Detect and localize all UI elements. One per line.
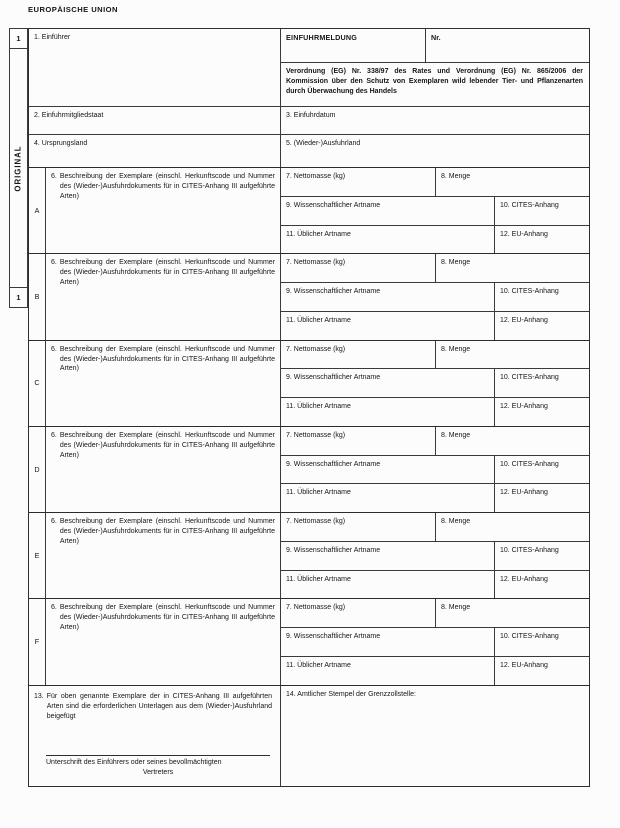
field6-text: Beschreibung der Exemplare (einschl. Herkunftscode und Nummer des (Wieder-)Ausfuhrdokuments für in CITES-Anhang III aufgeführte Arten) bbox=[59, 173, 275, 200]
field-importer: 1. Einführer bbox=[29, 29, 281, 106]
block-letter: A bbox=[29, 168, 46, 253]
field-common-name: 11. Üblicher Artname bbox=[281, 226, 495, 254]
footer-row bbox=[29, 685, 589, 786]
original-cell bbox=[10, 49, 27, 287]
field-net-mass: 7. Nettomasse (kg) bbox=[281, 341, 436, 369]
field-description bbox=[46, 168, 281, 253]
field-scientific-name: 9. Wissenschaftlicher Artname bbox=[281, 283, 495, 311]
block-right-panel bbox=[281, 168, 589, 253]
field6-text: Beschreibung der Exemplare (einschl. Herkunftscode und Nummer des (Wieder-)Ausfuhrdokuments für in CITES-Anhang III aufgeführte Arten) bbox=[59, 259, 275, 287]
block-right-panel bbox=[281, 341, 589, 426]
field-eu-annex: 12. EU-Anhang bbox=[500, 403, 548, 411]
field-common-name: 11. Üblicher Artname bbox=[281, 398, 495, 426]
field6-text: Beschreibung der Exemplare (einschl. Herkunftscode und Nummer des (Wieder-)Ausfuhrdokuments für in CITES-Anhang III aufgeführte Arten) bbox=[59, 431, 275, 459]
field-scientific-name: 9. Wissenschaftlicher Artname bbox=[281, 628, 495, 656]
copy-number-box-bottom: 1 bbox=[10, 287, 27, 307]
field-scientific-name: 9. Wissenschaftlicher Artname bbox=[281, 197, 495, 225]
field-eu-annex: 12. EU-Anhang bbox=[500, 662, 548, 670]
field-scientific-name: 9. Wissenschaftlicher Artname bbox=[281, 542, 495, 570]
field-quantity: 8. Menge bbox=[441, 259, 471, 267]
field-cites-annex: 10. CITES-Anhang bbox=[500, 633, 559, 641]
signature-caption bbox=[46, 758, 270, 787]
field-import-date: 3. Einfuhrdatum bbox=[286, 112, 336, 119]
field-net-mass: 7. Nettomasse (kg) bbox=[281, 427, 436, 455]
block-right-panel bbox=[281, 427, 589, 512]
field6-number: 6. bbox=[51, 604, 57, 612]
field-cites-annex: 10. CITES-Anhang bbox=[500, 201, 559, 209]
block-letter: B bbox=[29, 254, 46, 339]
block-letter: F bbox=[29, 599, 46, 684]
field-net-mass: 7. Nettomasse (kg) bbox=[281, 599, 436, 627]
field-common-name: 11. Üblicher Artname bbox=[281, 312, 495, 340]
signature-line bbox=[46, 755, 270, 756]
signature-caption-line2: Vertreters bbox=[142, 768, 174, 776]
field-eu-annex: 12. EU-Anhang bbox=[500, 316, 548, 324]
field6-number: 6. bbox=[51, 173, 57, 180]
field-eu-annex: 12. EU-Anhang bbox=[500, 230, 548, 238]
field-cites-annex: 10. CITES-Anhang bbox=[500, 374, 559, 382]
form-title: EINFUHRMELDUNG bbox=[281, 29, 426, 62]
field-reexport-country: 5. (Wieder-)Ausfuhrland bbox=[286, 140, 361, 147]
field-net-mass: 7. Nettomasse (kg) bbox=[281, 168, 436, 196]
field-description bbox=[46, 427, 281, 512]
regulation-cell bbox=[281, 63, 589, 106]
field-scientific-name: 9. Wissenschaftlicher Artname bbox=[281, 369, 495, 397]
page-title: EUROPÄISCHE UNION bbox=[28, 5, 118, 14]
field-quantity: 8. Menge bbox=[441, 345, 471, 353]
field13-text: Für oben genannte Exemplare der in CITES-Anhang III aufgeführten Arten sind die erforderlichen Unterlagen aus dem (Wieder-)Ausfuhrland beigefügt bbox=[46, 692, 272, 721]
field6-number: 6. bbox=[51, 259, 57, 267]
original-label: ORIGINAL bbox=[14, 144, 23, 192]
species-block bbox=[29, 167, 589, 253]
title-row bbox=[281, 29, 589, 63]
field-cites-annex: 10. CITES-Anhang bbox=[500, 546, 559, 554]
block-right-panel bbox=[281, 513, 589, 598]
field-import-member-state: 2. Einfuhrmitgliedstaat bbox=[29, 107, 281, 134]
field-cites-annex: 10. CITES-Anhang bbox=[500, 288, 559, 296]
species-block bbox=[29, 598, 589, 684]
field-eu-annex: 12. EU-Anhang bbox=[500, 575, 548, 583]
header-row bbox=[29, 29, 589, 106]
species-block bbox=[29, 512, 589, 598]
species-block bbox=[29, 426, 589, 512]
field6-number: 6. bbox=[51, 431, 57, 439]
field6-text: Beschreibung der Exemplare (einschl. Herkunftscode und Nummer des (Wieder-)Ausfuhrdokuments für in CITES-Anhang III aufgeführte Arten) bbox=[59, 518, 275, 546]
field-common-name: 11. Üblicher Artname bbox=[281, 657, 495, 685]
field-description bbox=[46, 599, 281, 684]
field-description bbox=[46, 341, 281, 426]
copy-number-box-top: 1 bbox=[10, 29, 27, 49]
field-customs-stamp: 14. Amtlicher Stempel der Grenzzollstelle: bbox=[286, 690, 416, 698]
field13-number: 13. bbox=[34, 692, 44, 700]
field-quantity: 8. Menge bbox=[441, 431, 471, 439]
field-eu-annex: 12. EU-Anhang bbox=[500, 489, 548, 497]
row-origin-country bbox=[29, 134, 589, 167]
row-member-state bbox=[29, 106, 589, 134]
field6-text: Beschreibung der Exemplare (einschl. Herkunftscode und Nummer des (Wieder-)Ausfuhrdokuments für in CITES-Anhang III aufgeführte Arten) bbox=[59, 345, 275, 373]
block-letter: D bbox=[29, 427, 46, 512]
field-documents-attached bbox=[29, 686, 281, 786]
header-right-panel bbox=[281, 29, 589, 106]
field-description bbox=[46, 254, 281, 339]
species-block bbox=[29, 253, 589, 339]
left-margin-column bbox=[9, 28, 28, 308]
field-number: Nr. bbox=[431, 33, 441, 42]
field-common-name: 11. Üblicher Artname bbox=[281, 571, 495, 599]
field6-number: 6. bbox=[51, 518, 57, 526]
block-letter: E bbox=[29, 513, 46, 598]
species-block bbox=[29, 340, 589, 426]
field-quantity: 8. Menge bbox=[441, 604, 471, 612]
field-common-name: 11. Üblicher Artname bbox=[281, 484, 495, 512]
form-table bbox=[28, 28, 590, 787]
block-right-panel bbox=[281, 599, 589, 684]
field-net-mass: 7. Nettomasse (kg) bbox=[281, 254, 436, 282]
block-letter: C bbox=[29, 341, 46, 426]
block-right-panel bbox=[281, 254, 589, 339]
field-origin-country: 4. Ursprungsland bbox=[29, 135, 281, 167]
field6-number: 6. bbox=[51, 345, 57, 353]
field-description bbox=[46, 513, 281, 598]
field-net-mass: 7. Nettomasse (kg) bbox=[281, 513, 436, 541]
regulation-text: Verordnung (EG) Nr. 338/97 des Rates und Verordnung (EG) Nr. 865/2006 der Kommission über den Schutz von Exemplaren wild lebender Tier- und Pflanzenarten durch Überwachung des Handels bbox=[286, 68, 583, 96]
field-quantity: 8. Menge bbox=[441, 518, 471, 526]
field6-text: Beschreibung der Exemplare (einschl. Herkunftscode und Nummer des (Wieder-)Ausfuhrdokuments für in CITES-Anhang III aufgeführte Arten) bbox=[59, 604, 275, 632]
field-scientific-name: 9. Wissenschaftlicher Artname bbox=[281, 456, 495, 484]
field-quantity: 8. Menge bbox=[441, 173, 471, 180]
field-cites-annex: 10. CITES-Anhang bbox=[500, 460, 559, 468]
signature-caption-line1: Unterschrift des Einführers oder seines bevollmächtigten bbox=[46, 758, 222, 766]
